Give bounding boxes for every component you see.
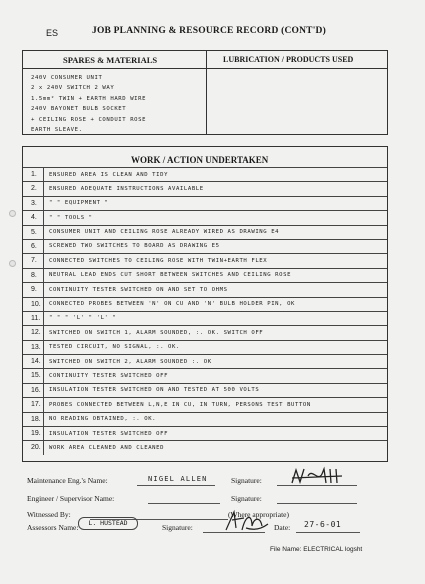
row-text: NO READING OBTAINED, :. OK. [49,416,157,423]
table-row [23,253,387,267]
table-row [23,268,387,282]
maintenance-name-line [137,485,215,486]
row-number: 17. [31,401,41,409]
column-divider [206,51,207,134]
row-number: 1. [31,171,37,178]
spares-item: + CEILING ROSE + CONDUIT ROSE [31,116,147,123]
date-line [296,532,360,533]
spares-item: 240V BAYONET BULB SOCKET [31,106,127,113]
header-divider [23,68,387,69]
document-code: ES [46,28,59,38]
table-row [23,368,387,382]
table-row [23,325,387,339]
row-text: CONTINUITY TESTER SWITCHED ON AND SET TO OHMS [49,286,228,293]
row-text: SWITCHED ON SWITCH 2, ALARM SOUNDED :. OK [49,358,212,365]
engineer-signature-line [277,503,357,504]
spares-list [31,73,146,135]
row-number: 11. [31,314,41,322]
table-row [23,167,387,181]
row-number: 2. [31,185,37,193]
row-text: CONTINUITY TESTER SWITCHED OFF [49,372,169,379]
spares-item: 1.5mm² TWIN + EARTH HARD WIRE [31,95,147,102]
row-number: 6. [31,242,37,250]
maintenance-name-value: NIGEL ALLEN [148,475,208,483]
assessor-name-value: L. HUSTEAD [78,517,138,530]
row-number: 15. [31,372,41,380]
work-heading: WORK / ACTION UNDERTAKEN [131,155,269,165]
table-row [23,225,387,239]
table-row [23,340,387,354]
file-name: File Name: ELECTRICAL logsht [270,546,363,553]
table-row [23,426,387,440]
row-number: 5. [31,228,37,236]
table-row [23,354,387,368]
row-text: ENSURED ADEQUATE INSTRUCTIONS AVAILABLE [49,185,204,192]
row-number: 3. [31,199,37,207]
row-text: " " TOOLS " [49,214,93,221]
work-action-box [22,146,388,462]
row-text: " " EQUIPMENT " [49,200,109,207]
engineer-label: Engineer / Supervisor Name: [27,494,115,503]
row-number: 7. [31,257,37,265]
spares-lubrication-box [22,50,388,135]
row-text: " " " 'L' " 'L' " [49,315,117,322]
date-value: 27-6-01 [304,520,342,529]
engineer-name-line [148,503,220,504]
maintenance-signature-scribble [288,466,350,486]
page-title: JOB PLANNING & RESOURCE RECORD (CONT'D) [92,26,326,36]
assessor-label: Assessors Name: [27,523,79,532]
row-text: INSULATION TESTER SWITCHED OFF [49,430,169,437]
row-text: SCREWED TWO SWITCHES TO BOARD AS DRAWING E5 [49,243,220,250]
table-row [23,412,387,426]
row-number: 10. [31,300,41,308]
row-number: 13. [31,343,41,351]
row-text: CONNECTED PROBES BETWEEN 'N' ON CU AND 'N' BULB HOLDER PIN, OK [49,301,295,308]
row-text: CONSUMER UNIT AND CEILING ROSE ALREADY WIRED AS DRAWING E4 [49,229,280,236]
date-label: Date: [274,523,291,532]
signature-label-3: Signature: [162,523,193,532]
table-row [23,282,387,296]
row-number: 12. [31,329,41,337]
lubrication-heading: LUBRICATION / PRODUCTS USED [223,55,354,64]
work-rows [23,167,387,455]
assessor-signature-scribble [222,508,272,534]
table-row [23,397,387,411]
punch-hole [9,210,16,217]
spares-heading: SPARES & MATERIALS [63,55,158,65]
maintenance-label: Maintenance Eng.'s Name: [27,476,108,485]
row-text: NEUTRAL LEAD ENDS CUT SHORT BETWEEN SWITCHES AND CEILING ROSE [49,272,292,279]
row-text: TESTED CIRCUIT, NO SIGNAL, :. OK. [49,344,180,351]
table-row [23,210,387,224]
table-row [23,297,387,311]
where-appropriate-label: (Where appropriate) [228,510,290,519]
row-number: 4. [31,214,37,222]
row-number: 9. [31,286,37,294]
spares-item: EARTH SLEAVE. [31,126,83,133]
table-row [23,311,387,325]
table-row [23,440,387,454]
spares-item: 2 x 240V SWITCH 2 WAY [31,85,115,92]
row-text: CONNECTED SWITCHES TO CEILING ROSE WITH TWIN+EARTH FLEX [49,257,268,264]
signature-label: Signature: [231,476,262,485]
row-text: ENSURED AREA IS CLEAN AND TIDY [49,171,169,178]
row-number: 18. [31,415,41,423]
row-text: INSULATION TESTER SWITCHED ON AND TESTED AT 500 VOLTS [49,387,260,394]
row-text: WORK AREA CLEANED AND CLEANED [49,444,165,451]
table-row [23,181,387,195]
spares-item: 240V CONSUMER UNIT [31,75,103,81]
punch-hole [9,260,16,267]
row-text: PROBES CONNECTED BETWEEN L,N,E IN CU, IN TURN, PERSONS TEST BUTTON [49,401,311,408]
row-number: 19. [31,430,41,438]
row-number: 8. [31,271,37,279]
witnessed-label: Witnessed By: [27,510,71,519]
table-row [23,239,387,253]
table-row [23,196,387,210]
signature-label-2: Signature: [231,494,262,503]
row-number: 20. [31,444,41,452]
row-number: 16. [31,386,41,394]
table-row [23,383,387,397]
row-text: SWITCHED ON SWITCH 1, ALARM SOUNDED, :. OK. SWITCH OFF [49,329,264,336]
row-number: 14. [31,358,41,366]
